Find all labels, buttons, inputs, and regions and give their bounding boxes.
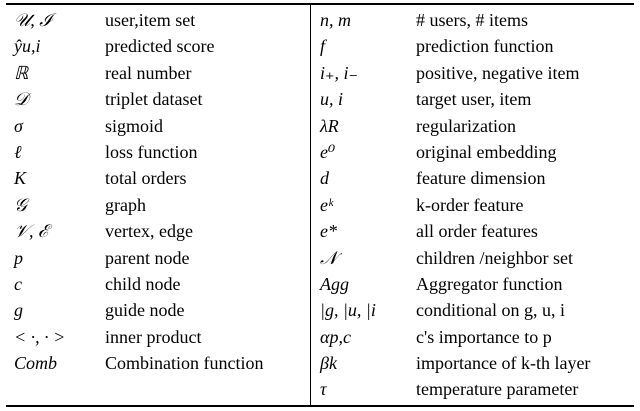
- left-symbol: K: [14, 168, 27, 189]
- left-description: user,item set: [105, 10, 196, 30]
- left-symbol: 𝒟: [14, 89, 29, 110]
- right-description: original embedding: [416, 141, 557, 162]
- left-description: guide node: [105, 300, 185, 321]
- right-description: children /neighbor set: [416, 247, 573, 268]
- left-description: inner product: [105, 326, 202, 347]
- left-description: parent node: [105, 247, 190, 268]
- left-symbol: g: [14, 300, 23, 321]
- left-description: sigmoid: [105, 115, 164, 136]
- left-symbol: σ: [14, 115, 23, 136]
- right-description: prediction function: [416, 36, 554, 57]
- left-symbol: Comb: [14, 353, 58, 374]
- left-description: [101, 376, 310, 402]
- right-symbol: αp,c: [320, 326, 351, 347]
- right-description: importance of k-th layer: [416, 353, 591, 374]
- left-description: graph: [105, 194, 146, 215]
- left-symbol: [6, 376, 101, 402]
- right-symbol: u, i: [320, 89, 344, 110]
- left-description: loss function: [105, 141, 198, 162]
- right-description: c's importance to p: [416, 326, 552, 347]
- left-description: child node: [105, 273, 181, 294]
- notation-table: [6, 3, 634, 407]
- right-description: k-order feature: [416, 194, 524, 215]
- right-symbol: i₊, i₋: [320, 62, 359, 83]
- right-description: conditional on g, u, i: [416, 300, 565, 321]
- right-symbol: d: [320, 168, 329, 189]
- right-symbol: e*: [320, 221, 337, 242]
- left-description: real number: [105, 62, 192, 83]
- left-description: triplet dataset: [105, 89, 203, 110]
- bottom-rule: [6, 405, 634, 407]
- left-description: predicted score: [105, 36, 215, 57]
- right-symbol: λR: [320, 115, 339, 136]
- right-description: regularization: [416, 115, 516, 136]
- left-symbol: p: [14, 247, 23, 268]
- left-symbol: 𝒱, ℰ: [14, 221, 49, 242]
- left-description: Combination function: [105, 353, 264, 374]
- right-symbol: Agg: [320, 273, 349, 294]
- right-symbol: |g, |u, |i: [320, 300, 376, 321]
- left-symbol: 𝒰, ℐ: [14, 10, 52, 30]
- left-symbol: ℝ: [14, 62, 29, 83]
- right-symbol: βk: [320, 353, 337, 374]
- notation-grid: [6, 7, 634, 403]
- left-description: total orders: [105, 168, 187, 189]
- right-description: feature dimension: [416, 168, 546, 189]
- right-symbol: 𝒩: [320, 247, 338, 268]
- right-description: target user, item: [416, 89, 532, 110]
- right-description: all order features: [416, 221, 538, 242]
- left-symbol: 𝒢: [14, 194, 27, 215]
- left-symbol: < ·, · >: [14, 326, 66, 347]
- right-description: Aggregator function: [416, 273, 563, 294]
- right-symbol: n, m: [320, 10, 351, 30]
- right-symbol: e⁰: [320, 141, 336, 162]
- right-symbol: eᵏ: [320, 194, 334, 215]
- right-description: positive, negative item: [416, 62, 580, 83]
- top-rule: [6, 3, 634, 5]
- left-symbol: ℓ: [14, 141, 22, 162]
- left-description: vertex, edge: [105, 221, 193, 242]
- right-description: temperature parameter: [416, 379, 579, 400]
- left-symbol: ŷu,i: [14, 36, 41, 57]
- left-symbol: c: [14, 273, 22, 294]
- right-description: # users, # items: [416, 10, 528, 30]
- right-symbol: τ: [320, 379, 327, 400]
- right-symbol: f: [320, 36, 326, 57]
